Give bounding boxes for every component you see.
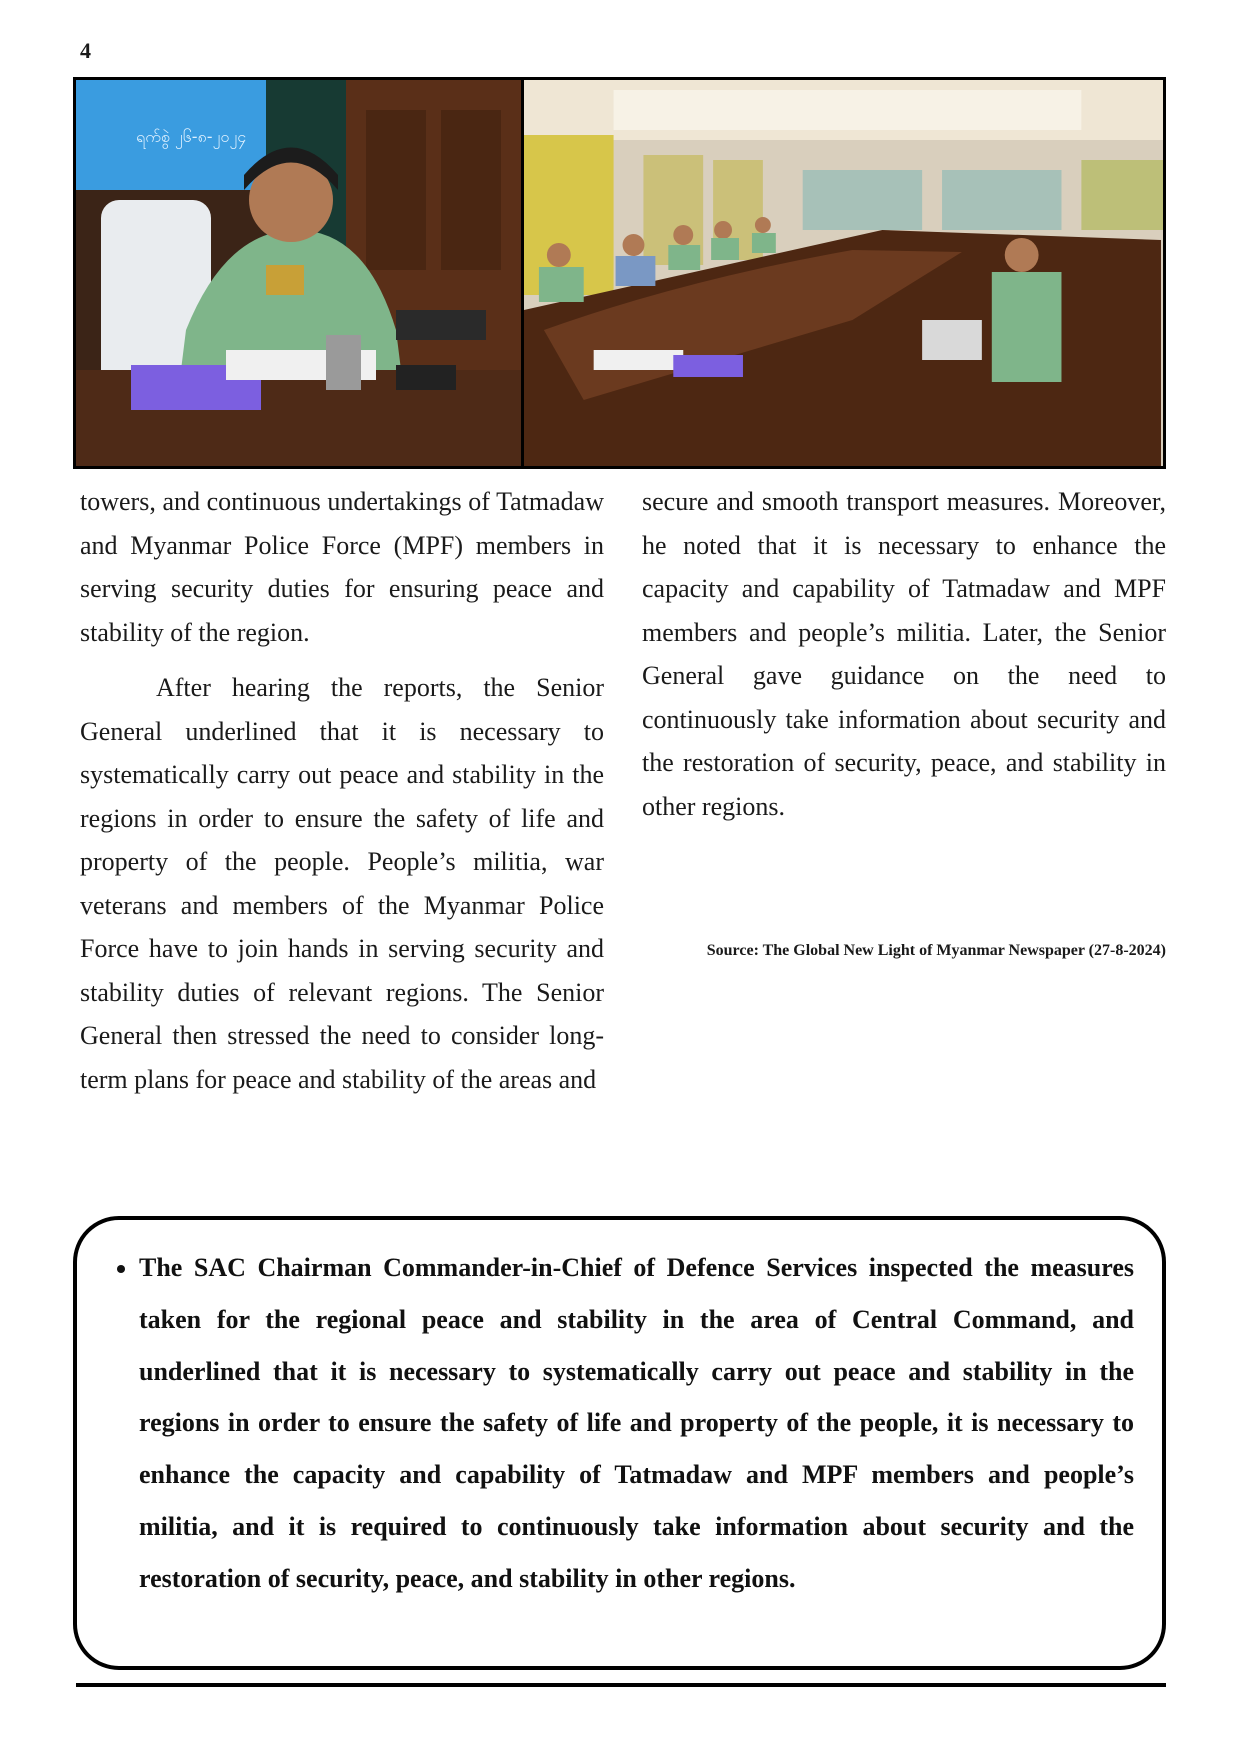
right-paragraph-1: secure and smooth transport measures. Moreover, he noted that it is necessary to enhance the capacity and capability of Tatmadaw and MPF members and people’s militia. Later, the Senior General gave guidance on the need to continuously take information about security and the restoration of security, peace, and stability in other regions. <box>642 487 1166 821</box>
summary-list <box>77 1242 1162 1605</box>
photo-meeting-room <box>524 80 1163 466</box>
photo-strip <box>73 77 1166 469</box>
left-paragraph-2: After hearing the reports, the Senior General underlined that it is necessary to systematically carry out peace and stability in the regions in order to ensure the safety of life and property of the people. People’s militia, war veterans and members of the Myanmar Police Force have to join hands in serving security and stability duties of relevant regions. The Senior General then stressed the need to consider long-term plans for peace and stability of the areas and <box>80 673 604 1094</box>
summary-box <box>73 1216 1166 1670</box>
summary-bullet-item: • The SAC Chairman Commander-in-Chief of Defence Services inspected the measures taken for the regional peace and stability in the area of Central Command, and underlined that it is necessary to systematically carry out peace and stability in the regions in order to ensure the safety of life and property of the people, it is necessary to enhance the capacity and capability of Tatmadaw and MPF members and people’s militia, and it is required to continuously take information about security and the restoration of security, peace, and stability in other regions. <box>139 1242 1134 1605</box>
left-paragraph-1: towers, and continuous undertakings of Tatmadaw and Myanmar Police Force (MPF) members in serving security duties for ensuring peace and stability of the region. <box>80 487 604 647</box>
source-citation: Source: The Global New Light of Myanmar Newspaper (27-8-2024) <box>706 942 1166 959</box>
photo-senior-general-at-desk <box>76 80 521 466</box>
screen-date-text: ရက်စွဲ ၂၆-၈-၂၀၂၄ <box>136 127 247 146</box>
right-text-column <box>642 480 1166 828</box>
page-number: 4 <box>80 38 91 63</box>
left-text-column <box>80 480 604 1101</box>
bottom-rule <box>76 1683 1166 1687</box>
